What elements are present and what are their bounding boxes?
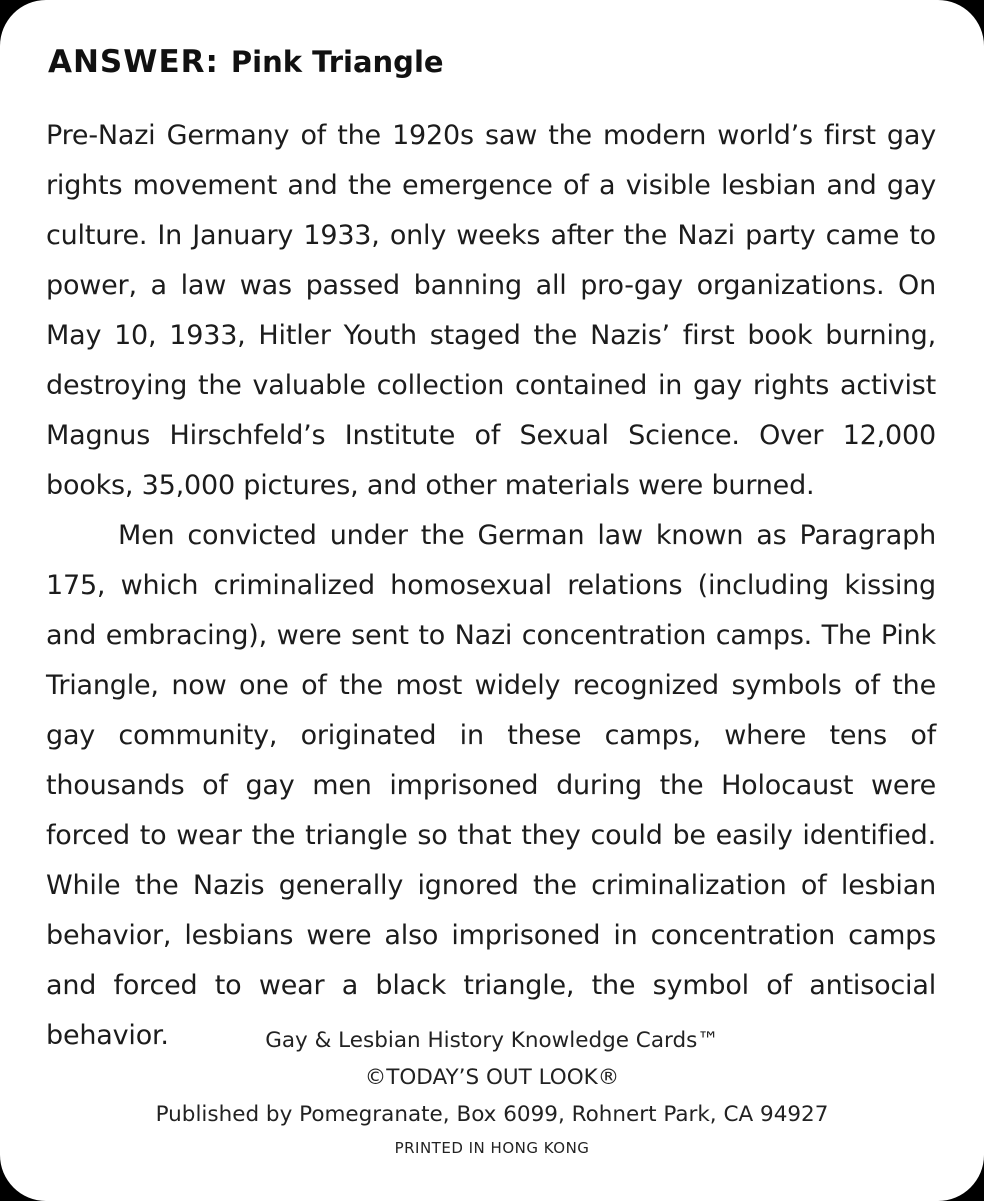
series-name: Gay & Lesbian History Knowledge Cards™ — [265, 1028, 719, 1053]
answer-header — [48, 44, 444, 80]
card-body — [46, 111, 936, 1061]
answer-title: Pink Triangle — [230, 45, 444, 79]
paragraph-2: Men convicted under the German law known as Paragraph 175, which criminalized homosexual relations (including kissing and embracing), were sent to Nazi concentration camps. The Pink Triangle, now one of the most widely recognized symbols of the gay community, originated in these camps, where tens of thousands of gay men imprisoned during the Holocaust were forced to wear the triangle so that they could be easily identified. While the Nazis generally ignored the criminalization of lesbian behavior, lesbians were also imprisoned in concentration camps and forced to wear a black triangle, the symbol of antisocial behavior. — [46, 520, 936, 1051]
printed-in-line: PRINTED IN HONG KONG — [394, 1139, 590, 1157]
card-footer — [0, 1022, 984, 1163]
copyright-line: ©TODAY’S OUT LOOK® — [364, 1065, 620, 1090]
publisher-line: Published by Pomegranate, Box 6099, Rohnert Park, CA 94927 — [155, 1102, 829, 1127]
paragraph-1: Pre-Nazi Germany of the 1920s saw the modern world’s first gay rights movement and the emergence of a visible lesbian and gay culture. In January 1933, only weeks after the Nazi party came to power, a law was passed banning all pro-gay organizations. On May 10, 1933, Hitler Youth staged the Nazis’ first book burning, destroying the valuable collection contained in gay rights activist Magnus Hirschfeld’s Institute of Sexual Science. Over 12,000 books, 35,000 pictures, and other materials were burned. — [46, 120, 936, 501]
answer-label: ANSWER: — [48, 44, 219, 80]
